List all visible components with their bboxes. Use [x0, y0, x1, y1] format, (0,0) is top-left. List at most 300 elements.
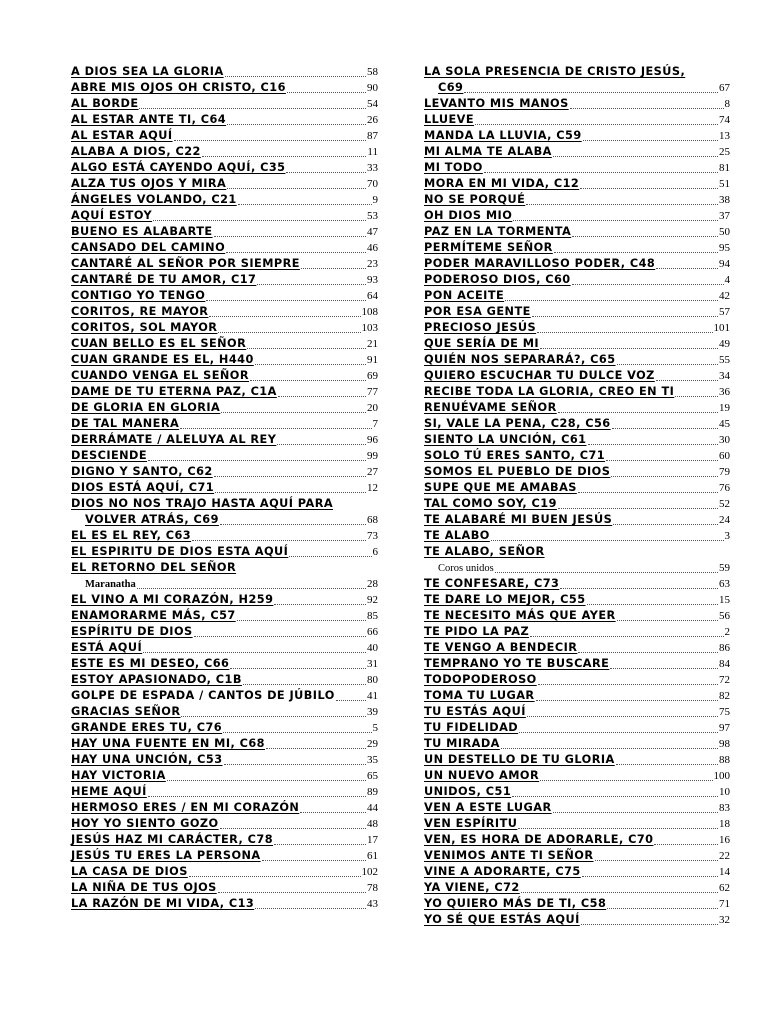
- song-title: QUIÉN NOS SEPARARÁ?, C65: [424, 353, 616, 366]
- dot-leader: [553, 812, 718, 813]
- song-title: POR ESA GENTE: [424, 305, 531, 318]
- song-title: YA VIENE, C72: [424, 881, 520, 894]
- index-entry[interactable]: [424, 512, 730, 528]
- dot-leader: [513, 220, 718, 221]
- index-entry[interactable]: [424, 832, 730, 848]
- index-entry[interactable]: [71, 352, 378, 368]
- index-entry[interactable]: [71, 672, 378, 688]
- song-title: TOMA TU LUGAR: [424, 689, 535, 702]
- dot-leader: [464, 92, 718, 93]
- index-entry[interactable]: [424, 528, 730, 544]
- page-number: 7: [372, 418, 378, 430]
- dot-leader: [582, 876, 718, 877]
- song-title: UNIDOS, C51: [424, 785, 512, 798]
- song-title: ALZA TUS OJOS Y MIRA: [71, 177, 227, 190]
- dot-leader: [224, 764, 367, 765]
- index-entry[interactable]: [424, 400, 730, 416]
- index-entry[interactable]: [71, 416, 378, 432]
- index-entry[interactable]: [71, 768, 378, 784]
- index-entry[interactable]: [424, 176, 730, 192]
- song-title: RECIBE TODA LA GLORIA, CREO EN TI: [424, 385, 675, 398]
- page-number: 52: [719, 498, 730, 510]
- dot-leader: [225, 76, 366, 77]
- dot-leader: [558, 508, 718, 509]
- index-entry[interactable]: [71, 336, 378, 352]
- page-number: 44: [367, 802, 378, 814]
- page-number: 23: [367, 258, 378, 270]
- dot-leader: [143, 652, 366, 653]
- page-number: 93: [367, 274, 378, 286]
- song-title: PRECIOSO JESÚS: [424, 321, 537, 334]
- index-entry[interactable]: [424, 64, 730, 96]
- page-number: 70: [367, 178, 378, 190]
- dot-leader: [521, 892, 718, 893]
- page-number: 80: [367, 674, 378, 686]
- page-number: 78: [367, 882, 378, 894]
- index-entry[interactable]: [424, 784, 730, 800]
- song-title: LLUEVE: [424, 113, 475, 126]
- song-title: CUANDO VENGA EL SEÑOR: [71, 369, 249, 382]
- dot-leader: [526, 204, 718, 205]
- index-entry[interactable]: [424, 416, 730, 432]
- index-entry[interactable]: [424, 304, 730, 320]
- index-entry[interactable]: [424, 288, 730, 304]
- page-number: 14: [719, 866, 730, 878]
- page-number: 103: [361, 322, 378, 334]
- dot-leader: [613, 524, 718, 525]
- song-title: GRANDE ERES TU, C76: [71, 721, 223, 734]
- song-title: LEVANTO MIS MANOS: [424, 97, 569, 110]
- index-entry[interactable]: [71, 400, 378, 416]
- dot-leader: [475, 124, 718, 125]
- page-number: 62: [719, 882, 730, 894]
- dot-leader: [572, 236, 718, 237]
- index-entry[interactable]: [71, 880, 378, 896]
- index-entry[interactable]: [71, 160, 378, 176]
- index-entry[interactable]: [71, 368, 378, 384]
- dot-leader: [238, 204, 372, 205]
- index-entry[interactable]: [71, 176, 378, 192]
- dot-leader: [153, 220, 366, 221]
- song-title: SI, VALE LA PENA, C28, C56: [424, 417, 611, 430]
- song-title: HEME AQUÍ: [71, 785, 147, 798]
- index-entry[interactable]: [71, 464, 378, 480]
- song-title: DERRÁMATE / ALELUYA AL REY: [71, 433, 277, 446]
- dot-leader: [587, 604, 718, 605]
- index-entry[interactable]: [424, 224, 730, 240]
- song-title: VEN A ESTE LUGAR: [424, 801, 552, 814]
- index-entry[interactable]: [424, 768, 730, 784]
- page-number: 28: [367, 578, 378, 590]
- page-number: 20: [367, 402, 378, 414]
- index-entry[interactable]: [424, 672, 730, 688]
- index-entry[interactable]: [71, 560, 378, 592]
- song-title: CONTIGO YO TENGO: [71, 289, 206, 302]
- page-number: 2: [724, 626, 730, 638]
- song-title: TEMPRANO YO TE BUSCARE: [424, 657, 610, 670]
- dot-leader: [560, 588, 718, 589]
- dot-leader: [607, 908, 718, 909]
- index-entry[interactable]: [71, 624, 378, 640]
- song-title: SOMOS EL PUEBLO DE DIOS: [424, 465, 611, 478]
- index-entry[interactable]: [71, 192, 378, 208]
- index-entry[interactable]: [424, 608, 730, 624]
- dot-leader: [588, 444, 719, 445]
- index-entry[interactable]: [424, 800, 730, 816]
- page-number: 36: [719, 386, 730, 398]
- index-entry[interactable]: [424, 496, 730, 512]
- dot-leader: [336, 700, 366, 701]
- page-number: 27: [367, 466, 378, 478]
- index-entry[interactable]: [424, 384, 730, 400]
- index-entry[interactable]: [424, 576, 730, 592]
- page-number: 108: [361, 306, 378, 318]
- index-entry[interactable]: [71, 720, 378, 736]
- index-entry[interactable]: [71, 848, 378, 864]
- dot-leader: [255, 364, 366, 365]
- index-entry[interactable]: [424, 704, 730, 720]
- page-number: 98: [719, 738, 730, 750]
- song-title: EL VINO A MI CORAZÓN, H259: [71, 593, 274, 606]
- index-entry[interactable]: [424, 336, 730, 352]
- song-title: TE DARE LO MEJOR, C55: [424, 593, 586, 606]
- page-number: 68: [367, 514, 378, 526]
- song-title: TE ALABO: [424, 529, 490, 542]
- dot-leader: [215, 492, 366, 493]
- dot-leader: [617, 620, 718, 621]
- song-title-continued: VOLVER ATRÁS, C69: [85, 513, 219, 526]
- index-entry[interactable]: [424, 192, 730, 208]
- dot-leader: [501, 748, 718, 749]
- index-entry[interactable]: [71, 544, 378, 560]
- dot-leader: [527, 716, 718, 717]
- song-title: VENIMOS ANTE TI SEÑOR: [424, 849, 594, 862]
- song-title: ABRE MIS OJOS OH CRISTO, C16: [71, 81, 286, 94]
- dot-leader: [301, 268, 366, 269]
- index-entry[interactable]: [424, 848, 730, 864]
- page-number: 31: [367, 658, 378, 670]
- index-entry[interactable]: [424, 352, 730, 368]
- page-number: 6: [372, 546, 378, 558]
- index-entry[interactable]: [424, 480, 730, 496]
- dot-leader: [181, 716, 366, 717]
- index-entry[interactable]: [424, 896, 730, 912]
- index-entry[interactable]: [424, 544, 730, 576]
- index-entry[interactable]: [71, 128, 378, 144]
- song-title: PODER MARAVILLOSO PODER, C48: [424, 257, 656, 270]
- index-entry[interactable]: [71, 80, 378, 96]
- song-title: AL ESTAR ANTE TI, C64: [71, 113, 227, 126]
- page-number: 94: [719, 258, 730, 270]
- song-title: AQUÍ ESTOY: [71, 209, 153, 222]
- page-number: 81: [719, 162, 730, 174]
- dot-leader: [654, 844, 718, 845]
- dot-leader: [558, 412, 718, 413]
- song-title: RENUÉVAME SEÑOR: [424, 401, 557, 414]
- page-number: 21: [367, 338, 378, 350]
- song-title: EL ES EL REY, C63: [71, 529, 192, 542]
- index-entry[interactable]: [424, 96, 730, 112]
- song-title: ENAMORARME MÁS, C57: [71, 609, 236, 622]
- index-entry[interactable]: [424, 912, 730, 928]
- dot-leader: [227, 188, 366, 189]
- index-entry[interactable]: [424, 320, 730, 336]
- index-entry[interactable]: [71, 736, 378, 752]
- song-title: UN DESTELLO DE TU GLORIA: [424, 753, 615, 766]
- index-entry[interactable]: [424, 448, 730, 464]
- song-title: YO SÉ QUE ESTÁS AQUÍ: [424, 913, 580, 926]
- song-title: DAME DE TU ETERNA PAZ, C1A: [71, 385, 277, 398]
- song-title: DE TAL MANERA: [71, 417, 180, 430]
- song-title: QUIERO ESCUCHAR TU DULCE VOZ: [424, 369, 655, 382]
- page-number: 5: [372, 722, 378, 734]
- index-column-right: [424, 64, 730, 928]
- dot-leader: [274, 844, 366, 845]
- index-column-left: [71, 64, 378, 912]
- song-title: ESTE ES MI DESEO, C66: [71, 657, 230, 670]
- index-entry[interactable]: [424, 624, 730, 640]
- dot-leader: [286, 172, 366, 173]
- index-entry[interactable]: [71, 656, 378, 672]
- index-entry[interactable]: [71, 384, 378, 400]
- index-entry[interactable]: [71, 896, 378, 912]
- index-entry[interactable]: [71, 304, 378, 320]
- index-entry[interactable]: [71, 688, 378, 704]
- song-title: TE VENGO A BENDECIR: [424, 641, 578, 654]
- page-number: 17: [367, 834, 378, 846]
- song-title: DIGNO Y SANTO, C62: [71, 465, 213, 478]
- page-number: 35: [367, 754, 378, 766]
- index-entry[interactable]: [424, 160, 730, 176]
- song-title: HERMOSO ERES / EN MI CORAZÓN: [71, 801, 300, 814]
- page-number: 8: [724, 98, 730, 110]
- dot-leader: [606, 460, 718, 461]
- index-entry[interactable]: [71, 480, 378, 496]
- page-number: 9: [372, 194, 378, 206]
- index-entry[interactable]: [424, 272, 730, 288]
- dot-leader: [148, 460, 366, 461]
- page-number: 34: [719, 370, 730, 382]
- index-entry[interactable]: [71, 800, 378, 816]
- song-title: SOLO TÚ ERES SANTO, C71: [424, 449, 606, 462]
- dot-leader: [540, 780, 712, 781]
- page-number: 16: [719, 834, 730, 846]
- index-entry[interactable]: [71, 272, 378, 288]
- index-entry[interactable]: [71, 784, 378, 800]
- index-entry[interactable]: [424, 112, 730, 128]
- song-title: GRACIAS SEÑOR: [71, 705, 181, 718]
- dot-leader: [611, 476, 718, 477]
- page-number: 3: [724, 530, 730, 542]
- song-title: TU ESTÁS AQUÍ: [424, 705, 526, 718]
- page-number: 13: [719, 130, 730, 142]
- index-entry[interactable]: [71, 592, 378, 608]
- dot-leader: [218, 332, 360, 333]
- dot-leader: [250, 380, 366, 381]
- song-title: ALGO ESTÁ CAYENDO AQUÍ, C35: [71, 161, 286, 174]
- page-number: 40: [367, 642, 378, 654]
- song-subtitle: Maranatha: [85, 579, 136, 590]
- index-entry[interactable]: [71, 224, 378, 240]
- page-number: 43: [367, 898, 378, 910]
- dot-leader: [610, 668, 718, 669]
- index-entry[interactable]: [424, 656, 730, 672]
- index-entry[interactable]: [71, 240, 378, 256]
- dot-leader: [580, 188, 718, 189]
- page-number: 29: [367, 738, 378, 750]
- index-entry[interactable]: [424, 720, 730, 736]
- song-title: LA SOLA PRESENCIA DE CRISTO JESÚS,: [424, 65, 686, 78]
- page-number: 24: [719, 514, 730, 526]
- dot-leader: [583, 140, 718, 141]
- song-title: EL RETORNO DEL SEÑOR: [71, 561, 237, 574]
- index-entry[interactable]: [71, 320, 378, 336]
- index-entry[interactable]: [424, 144, 730, 160]
- page-number: 46: [367, 242, 378, 254]
- song-title: TU MIRADA: [424, 737, 500, 750]
- index-entry[interactable]: [71, 640, 378, 656]
- song-title: PERMÍTEME SEÑOR: [424, 241, 553, 254]
- song-title: HOY YO SIENTO GOZO: [71, 817, 219, 830]
- song-title: DESCIENDE: [71, 449, 148, 462]
- dot-leader: [220, 828, 366, 829]
- index-entry[interactable]: [71, 816, 378, 832]
- page-number: 75: [719, 706, 730, 718]
- index-entry[interactable]: [71, 448, 378, 464]
- page-number: 69: [367, 370, 378, 382]
- index-entry[interactable]: [424, 880, 730, 896]
- page-number: 101: [713, 322, 730, 334]
- index-entry[interactable]: [424, 256, 730, 272]
- index-entry[interactable]: [71, 832, 378, 848]
- dot-leader: [554, 252, 718, 253]
- index-entry[interactable]: [71, 256, 378, 272]
- index-entry[interactable]: [71, 864, 378, 880]
- song-title: TE NECESITO MÁS QUE AYER: [424, 609, 616, 622]
- song-title: DE GLORIA EN GLORIA: [71, 401, 221, 414]
- index-entry[interactable]: [71, 432, 378, 448]
- page-number: 50: [719, 226, 730, 238]
- index-entry[interactable]: [71, 528, 378, 544]
- song-title: AL ESTAR AQUÍ: [71, 129, 173, 142]
- index-entry[interactable]: [424, 752, 730, 768]
- index-entry[interactable]: [71, 144, 378, 160]
- dot-leader: [532, 316, 718, 317]
- dot-leader: [237, 620, 366, 621]
- dot-leader: [206, 300, 366, 301]
- index-entry[interactable]: [71, 96, 378, 112]
- dot-leader: [174, 140, 366, 141]
- song-title: GOLPE DE ESPADA / CANTOS DE JÚBILO: [71, 689, 335, 702]
- index-entry[interactable]: [424, 208, 730, 224]
- song-title: A DIOS SEA LA GLORIA: [71, 65, 224, 78]
- song-title: CORITOS, RE MAYOR: [71, 305, 209, 318]
- song-title: HAY VICTORIA: [71, 769, 166, 782]
- dot-leader: [581, 924, 718, 925]
- dot-leader: [243, 684, 366, 685]
- index-entry[interactable]: [424, 464, 730, 480]
- song-title: ALABA A DIOS, C22: [71, 145, 201, 158]
- page-number: 47: [367, 226, 378, 238]
- index-entry[interactable]: [71, 704, 378, 720]
- page-number: 76: [719, 482, 730, 494]
- page-number: 15: [719, 594, 730, 606]
- dot-leader: [537, 332, 712, 333]
- dot-leader: [530, 636, 723, 637]
- song-title: EL ESPIRITU DE DIOS ESTA AQUÍ: [71, 545, 289, 558]
- page-number: 99: [367, 450, 378, 462]
- page-number: 90: [367, 82, 378, 94]
- index-entry[interactable]: [424, 640, 730, 656]
- dot-leader: [189, 876, 361, 877]
- dot-leader: [277, 444, 366, 445]
- song-note: Coros unidos: [438, 563, 494, 574]
- page-number: 79: [719, 466, 730, 478]
- index-entry[interactable]: [71, 608, 378, 624]
- index-entry[interactable]: [424, 864, 730, 880]
- page-number: 96: [367, 434, 378, 446]
- index-entry[interactable]: [424, 592, 730, 608]
- index-entry[interactable]: [71, 496, 378, 528]
- index-entry[interactable]: [424, 240, 730, 256]
- dot-leader: [572, 284, 724, 285]
- dot-leader: [214, 236, 366, 237]
- dot-leader: [518, 828, 718, 829]
- dot-leader: [278, 396, 366, 397]
- index-entry[interactable]: [424, 368, 730, 384]
- page-number: 56: [719, 610, 730, 622]
- page-number: 66: [367, 626, 378, 638]
- dot-leader: [519, 732, 718, 733]
- page-number: 49: [719, 338, 730, 350]
- page-number: 82: [719, 690, 730, 702]
- page-number: 67: [719, 82, 730, 94]
- index-entry[interactable]: [71, 288, 378, 304]
- index-entry[interactable]: [424, 816, 730, 832]
- song-title: TAL COMO SOY, C19: [424, 497, 557, 510]
- dot-leader: [247, 348, 366, 349]
- page-number: 84: [719, 658, 730, 670]
- page-number: 100: [713, 770, 730, 782]
- song-title: OH DIOS MIO: [424, 209, 513, 222]
- song-title: SUPE QUE ME AMABAS: [424, 481, 577, 494]
- song-title: CUAN BELLO ES EL SEÑOR: [71, 337, 247, 350]
- dot-leader: [578, 492, 718, 493]
- page-number: 53: [367, 210, 378, 222]
- index-entry[interactable]: [71, 752, 378, 768]
- dot-leader: [194, 636, 366, 637]
- index-entry[interactable]: [424, 736, 730, 752]
- page-number: 12: [367, 482, 378, 494]
- page-number: 60: [719, 450, 730, 462]
- index-entry[interactable]: [71, 112, 378, 128]
- song-title: LA RAZÓN DE MI VIDA, C13: [71, 897, 255, 910]
- page-number: 71: [719, 898, 730, 910]
- dot-leader: [578, 652, 718, 653]
- page-number: 83: [719, 802, 730, 814]
- index-entry[interactable]: [424, 128, 730, 144]
- index-entry[interactable]: [71, 64, 378, 80]
- page-number: 4: [724, 274, 730, 286]
- index-entry[interactable]: [424, 688, 730, 704]
- page-number: 64: [367, 290, 378, 302]
- index-entry[interactable]: [71, 208, 378, 224]
- dot-leader: [230, 668, 366, 669]
- dot-leader: [536, 700, 718, 701]
- page-number: 102: [361, 866, 378, 878]
- index-entry[interactable]: [424, 432, 730, 448]
- page-number: 72: [719, 674, 730, 686]
